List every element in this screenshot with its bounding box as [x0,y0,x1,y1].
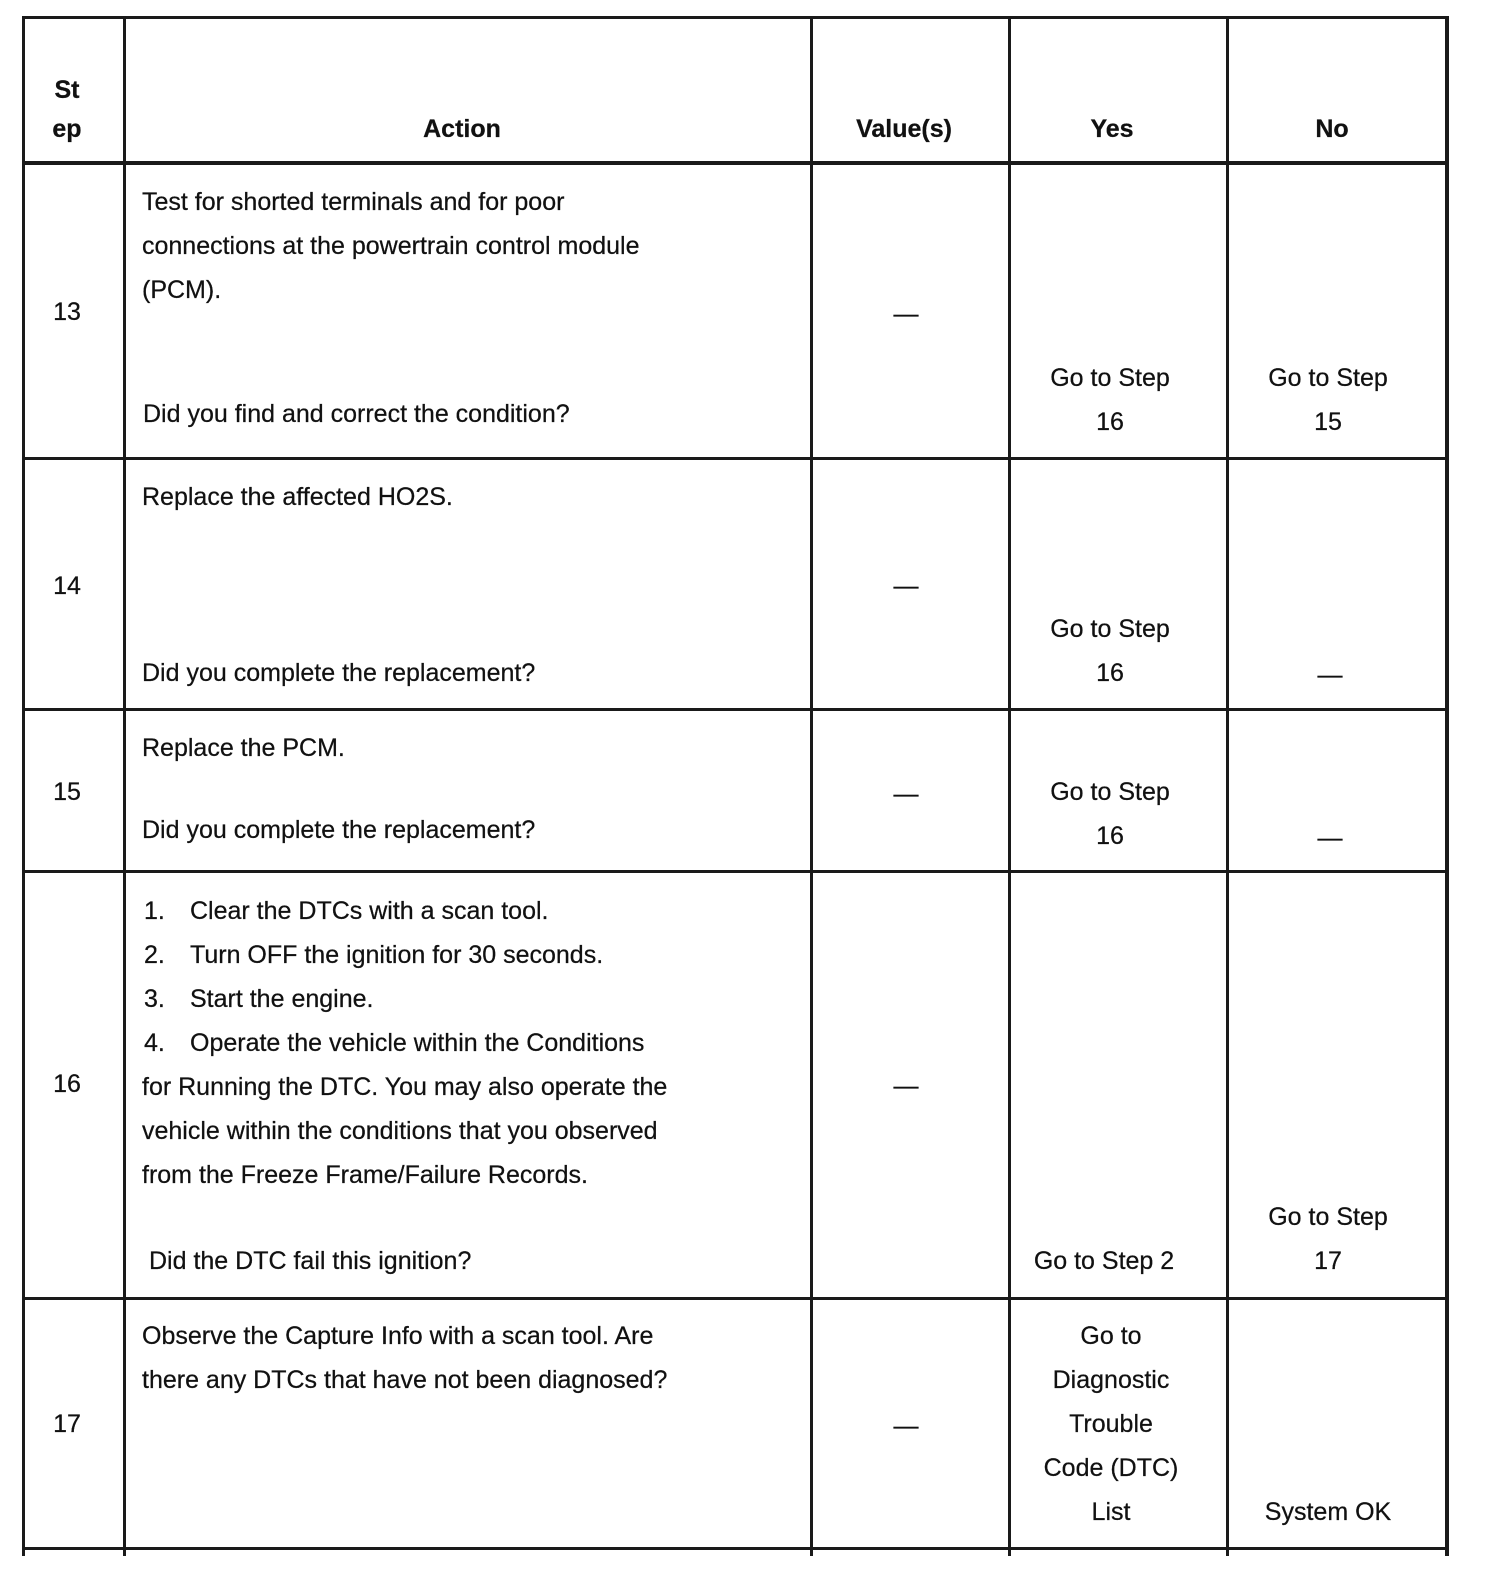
list-item-text: Operate the vehicle within the Conditions [190,1029,645,1057]
header-no: No [1315,115,1349,143]
list-item-text: Clear the DTCs with a scan tool. [190,897,549,925]
header-step-line1: St [54,76,80,104]
yes-line: Go to Step [1050,778,1170,806]
yes-line: Go to [1080,1322,1142,1350]
step-number: 15 [53,778,81,806]
header-yes: Yes [1090,115,1134,143]
yes-line: Code (DTC) [1043,1454,1179,1482]
action-question: Did you complete the replacement? [142,659,536,687]
step-number: 16 [53,1070,81,1098]
yes-line: Diagnostic [1052,1366,1170,1394]
step-number: 17 [53,1410,81,1438]
no-line: Go to Step [1268,1203,1388,1231]
table-border-left [22,16,25,1556]
action-line: for Running the DTC. You may also operate the [142,1073,668,1101]
yes-line: List [1091,1498,1131,1526]
step-number: 13 [53,298,81,326]
no-cell: System OK [1264,1498,1392,1526]
row-rule [22,457,1449,460]
yes-line: 16 [1096,408,1124,436]
list-item-number: 1. [144,897,165,925]
table-border-top [22,16,1449,19]
list-item-number: 2. [144,941,165,969]
action-question: Did you find and correct the condition? [143,400,570,428]
action-line: Test for shorted terminals and for poor [142,188,565,216]
column-rule [1226,16,1229,1556]
value-cell: — [893,1412,919,1440]
table-border-bottom [22,1547,1449,1550]
list-item-number: 3. [144,985,165,1013]
row-rule [22,708,1449,711]
header-bottom-rule [22,161,1449,165]
action-question: Did the DTC fail this ignition? [149,1247,472,1275]
header-action: Action [423,115,501,143]
yes-cell: Go to Step 2 [1033,1247,1175,1275]
column-rule [123,16,126,1556]
action-line: vehicle within the conditions that you observed [142,1117,658,1145]
column-rule [1008,16,1011,1556]
value-cell: — [893,780,919,808]
yes-line: 16 [1096,659,1124,687]
no-cell: — [1317,824,1343,852]
no-line: Go to Step [1268,364,1388,392]
step-number: 14 [53,572,81,600]
no-line: 17 [1314,1247,1342,1275]
yes-line: Go to Step [1050,364,1170,392]
row-rule [22,870,1449,873]
action-line: from the Freeze Frame/Failure Records. [142,1161,588,1189]
value-cell: — [893,572,919,600]
action-line: Replace the affected HO2S. [142,483,453,511]
action-line: Replace the PCM. [142,734,345,762]
column-rule [810,16,813,1556]
yes-line: Go to Step [1050,615,1170,643]
list-item-number: 4. [144,1029,165,1057]
action-line: connections at the powertrain control module [142,232,640,260]
table-border-right [1445,16,1449,1556]
header-step-line2: ep [52,115,82,143]
yes-line: Trouble [1069,1410,1153,1438]
action-line: there any DTCs that have not been diagnosed? [142,1366,668,1394]
value-cell: — [893,300,919,328]
row-rule [22,1297,1449,1300]
value-cell: — [893,1072,919,1100]
no-cell: — [1317,661,1343,689]
list-item-text: Start the engine. [190,985,374,1013]
header-values: Value(s) [856,115,952,143]
action-line: (PCM). [142,276,222,304]
action-question: Did you complete the replacement? [142,816,536,844]
list-item-text: Turn OFF the ignition for 30 seconds. [190,941,604,969]
action-line: Observe the Capture Info with a scan tool. Are [142,1322,654,1350]
yes-line: 16 [1096,822,1124,850]
no-line: 15 [1314,408,1342,436]
header-step [52,71,81,149]
